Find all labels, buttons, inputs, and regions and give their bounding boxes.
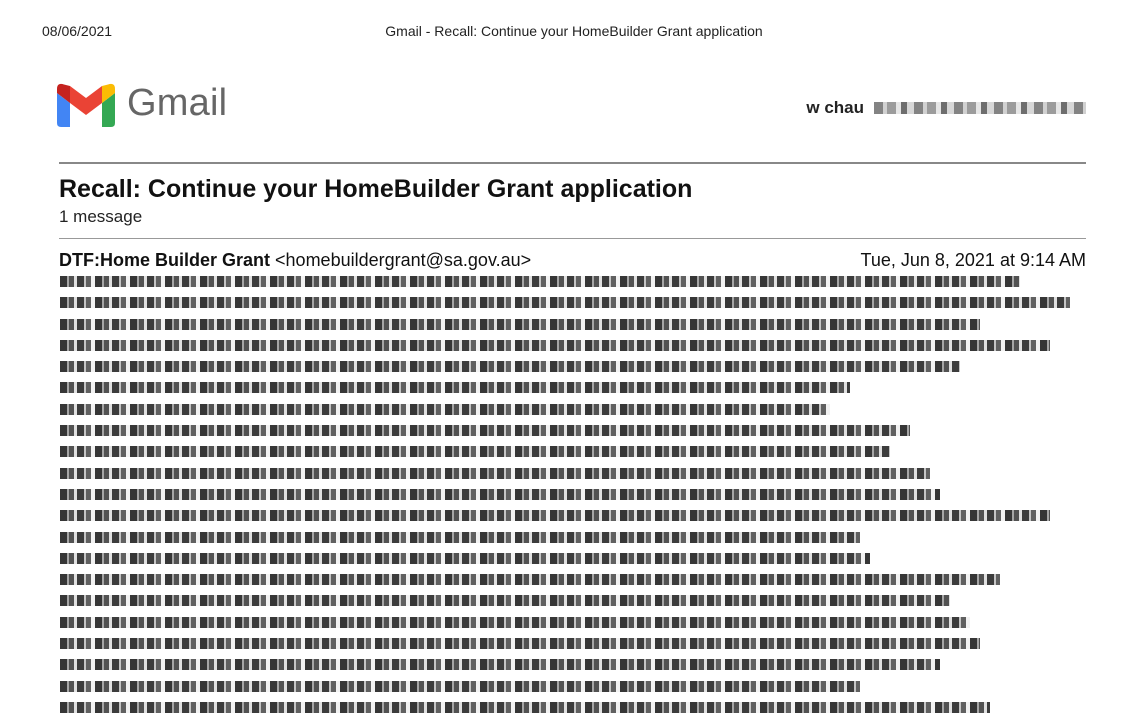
print-page-title: Gmail - Recall: Continue your HomeBuilder Grant application [385,23,763,39]
sender-name: DTF:Home Builder Grant [59,250,271,270]
redacted-text-line [60,446,890,457]
print-date: 08/06/2021 [42,23,113,39]
gmail-wordmark: Gmail [127,81,228,124]
redacted-text-line [60,638,980,649]
sender [59,250,531,271]
message-count: 1 message [59,207,143,226]
email-subject: Recall: Continue your HomeBuilder Grant application [59,175,693,203]
redacted-text-line [60,340,1050,351]
redacted-text-line [60,319,980,330]
redacted-text-line [60,681,860,692]
redacted-text-line [60,468,930,479]
redacted-text-line [60,382,850,393]
redacted-text-line [60,532,860,543]
redacted-text-line [60,425,910,436]
redacted-message-body [60,276,1060,723]
account-info [806,98,1086,118]
redacted-text-line [60,595,950,606]
message-divider [59,238,1086,239]
sender-email: <homebuildergrant@sa.gov.au> [275,250,532,270]
message-date: Tue, Jun 8, 2021 at 9:14 AM [860,250,1086,270]
redacted-account-email [874,102,1086,114]
redacted-text-line [60,297,1070,308]
redacted-text-line [60,659,940,670]
redacted-text-line [60,489,940,500]
gmail-logo-icon [57,83,115,127]
redacted-text-line [60,702,990,713]
redacted-text-line [60,617,970,628]
gmail-logo [57,83,227,127]
redacted-text-line [60,574,1000,585]
redacted-text-line [60,404,830,415]
account-name: w chau [806,98,864,117]
redacted-text-line [60,276,1020,287]
redacted-text-line [60,553,870,564]
redacted-text-line [60,361,960,372]
header-divider [59,162,1086,164]
redacted-text-line [60,510,1050,521]
